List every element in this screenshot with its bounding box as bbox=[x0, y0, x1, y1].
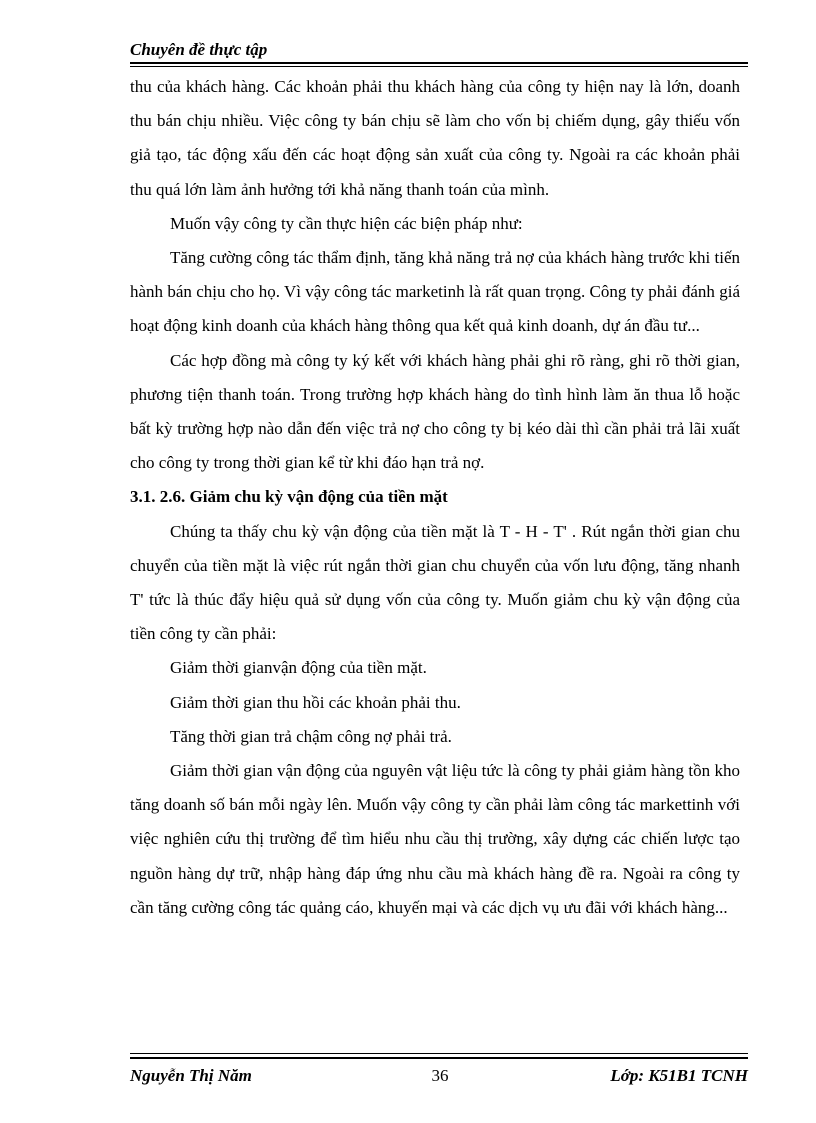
footer-rule-thick bbox=[130, 1057, 748, 1059]
list-item-1: Giảm thời gianvận động của tiền mặt. bbox=[170, 658, 427, 678]
footer-rule-thin bbox=[130, 1053, 748, 1054]
paragraph-5: Chúng ta thấy chu kỳ vận động của tiền mặt là T - H - T' . Rút ngắn thời gian chu chuyển của tiền mặt là việc rút ngắn thời gian chu chuyển của vốn lưu động, tăng nhanh T' tức là thúc đẩy hiệu quả sử dụng vốn của công ty. Muốn giảm chu kỳ vận động của tiền công ty cần phải: bbox=[130, 521, 740, 644]
header-title: Chuyên đề thực tập bbox=[130, 40, 268, 59]
paragraph-3: Tăng cường công tác thẩm định, tăng khả năng trả nợ của khách hàng trước khi tiến hành bán chịu cho họ. Vì vậy công tác marketinh là rất quan trọng. Công ty phải đánh giá hoạt động kinh doanh của khách hàng thông qua kết quả kinh doanh, dự án đầu tư... bbox=[130, 248, 740, 336]
footer-class: Lớp: K51B1 TCNH bbox=[610, 1066, 748, 1085]
paragraph-6: Giảm thời gian vận động của nguyên vật liệu tức là công ty phải giảm hàng tồn kho tăng doanh số bán mỗi ngày lên. Muốn vậy công ty cần phải làm công tác markettinh với việc nghiên cứu thị trường để tìm hiểu nhu cầu thị trường, xây dựng các chiến lược tạo nguồn hàng dự trữ, nhập hàng đáp ứng nhu cầu mà khách hàng đề ra. Ngoài ra công ty cần tăng cường công tác quảng cáo, khuyến mại và các dịch vụ ưu đãi với khách hàng... bbox=[130, 761, 740, 917]
header-rule-thick bbox=[130, 62, 748, 64]
paragraph-1: thu của khách hàng. Các khoản phải thu khách hàng của công ty hiện nay là lớn, doanh thu bán chịu nhiều. Việc công ty bán chịu sẽ làm cho vốn bị chiếm dụng, gây thiếu vốn giả tạo, tác động xấu đến các hoạt động sản xuất của công ty. Ngoài ra các khoản phải thu quá lớn làm ảnh hưởng tới khả năng thanh toán của mình. bbox=[130, 77, 740, 199]
header-rule-thin bbox=[130, 66, 748, 67]
footer-author: Nguyễn Thị Năm bbox=[130, 1066, 252, 1085]
list-item-3: Tăng thời gian trả chậm công nợ phải trả. bbox=[170, 726, 452, 746]
page-body bbox=[130, 70, 740, 925]
list-item-2: Giảm thời gian thu hồi các khoản phải thu. bbox=[170, 692, 461, 712]
section-heading: 3.1. 2.6. Giảm chu kỳ vận động của tiền mặt bbox=[130, 487, 448, 507]
paragraph-4: Các hợp đồng mà công ty ký kết với khách hàng phải ghi rõ ràng, ghi rõ thời gian, phương tiện thanh toán. Trong trường hợp khách hàng do tình hình làm ăn thua lỗ hoặc bất kỳ trường hợp nào dẫn đến việc trả nợ cho công ty bị kéo dài thì cần phải trả lãi xuất cho công ty trong thời gian kể từ khi đáo hạn trả nợ. bbox=[130, 350, 740, 473]
page-number: 36 bbox=[431, 1066, 449, 1085]
paragraph-2: Muốn vậy công ty cần thực hiện các biện pháp như: bbox=[170, 213, 523, 233]
